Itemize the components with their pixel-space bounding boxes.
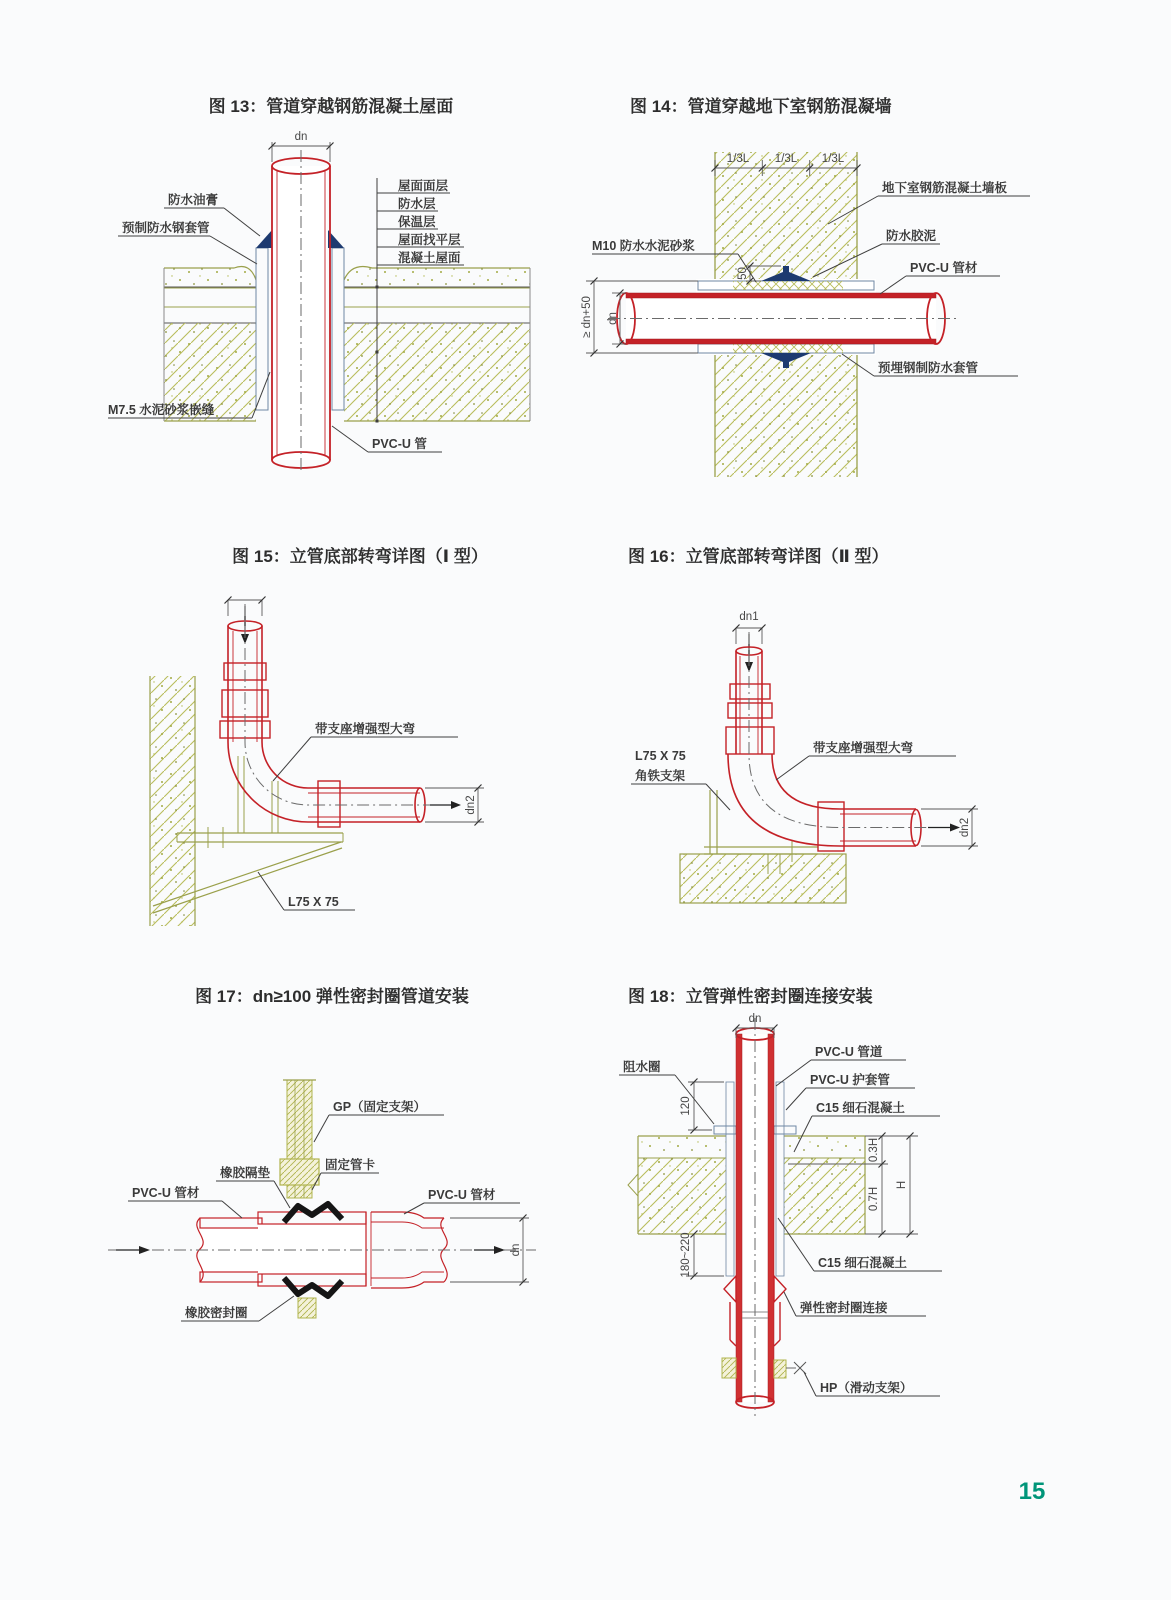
label-bend: 带支座增强型大弯: [813, 741, 914, 755]
label-c15-bottom: C15 细石混凝土: [818, 1256, 907, 1270]
label-pipe: PVC-U 管材: [910, 261, 978, 275]
dim-180-220: [680, 1231, 724, 1280]
label-pipe-left: PVC-U 管材: [132, 1186, 200, 1200]
svg-text:dn: dn: [607, 312, 619, 325]
roof-slab-left: [164, 267, 256, 422]
label-wall: 地下室钢筋混凝土墙板: [882, 181, 1008, 195]
figure-14: [578, 96, 1078, 484]
pipe-centerline: [749, 632, 933, 828]
figure-18-title: 图 18：立管弹性密封圈连接安装: [628, 987, 873, 1006]
svg-text:≥ dn+50: ≥ dn+50: [581, 296, 593, 338]
figure-16-drawing: [618, 572, 1070, 926]
label-angle: L75 X 75: [288, 895, 339, 909]
figure-13-drawing: [100, 122, 562, 484]
label-pipe: PVC-U 管道: [815, 1045, 883, 1059]
dim-120: [680, 1079, 724, 1134]
figure-15-title: 图 15：立管底部转弯详图（Ⅰ 型）: [232, 547, 488, 566]
dim-dn2: [425, 785, 484, 826]
label-mortar-caulk: M7.5 水泥砂浆嵌缝: [108, 403, 215, 417]
label-seal-joint: 弹性密封圈连接: [800, 1301, 888, 1315]
rubber-seal-bottom: [284, 1278, 342, 1296]
label-pvc-pipe: PVC-U 管: [372, 437, 427, 451]
figure-16-title: 图 16：立管底部转弯详图（Ⅱ 型）: [628, 547, 889, 566]
label-seal-ring: 橡胶密封圈: [185, 1306, 248, 1320]
figure-14-title: 图 14：管道穿越地下室钢筋混凝墙: [630, 97, 892, 116]
label-waterproof-paste: 防水油膏: [168, 193, 219, 207]
waterstop-ring-left: [714, 1126, 736, 1134]
svg-text:dn: dn: [748, 1013, 762, 1025]
gp-support-strut: [280, 1080, 319, 1198]
svg-text:dn2: dn2: [465, 795, 477, 815]
pipe-clamp: [280, 1159, 319, 1185]
roof-slab-right: [344, 267, 530, 422]
label-sealant: 防水胶泥: [886, 229, 937, 243]
pvc-pipe: [272, 150, 330, 474]
label-pipe-right: PVC-U 管材: [428, 1188, 496, 1202]
layer-label-1: 防水层: [398, 197, 436, 211]
figure-18: [598, 986, 1038, 1432]
figure-17-title: 图 17：dn≥100 弹性密封圈管道安装: [195, 987, 469, 1006]
label-bend: 带支座增强型大弯: [315, 722, 416, 736]
rubber-pad-top: [284, 1204, 342, 1222]
slab-break-mark: [628, 1174, 638, 1196]
layer-label-3: 屋面找平层: [398, 233, 461, 247]
label-sleeve: PVC-U 护套管: [810, 1073, 890, 1087]
svg-text:dn1: dn1: [739, 611, 759, 623]
seal-bulge-right: [774, 1276, 786, 1302]
pipe-centerline: [245, 604, 434, 805]
label-mortar: M10 防水水泥砂浆: [592, 239, 695, 253]
svg-text:50: 50: [737, 267, 749, 280]
svg-text:1/3L: 1/3L: [821, 153, 845, 165]
figure-15-drawing: [138, 576, 582, 930]
callouts: [631, 740, 956, 810]
pipe-assembly: [108, 1212, 536, 1288]
flow-arrow-right: [451, 801, 461, 809]
label-angle-bracket: 角铁支架: [635, 769, 686, 783]
callouts: [258, 721, 458, 910]
label-angle-size: L75 X 75: [635, 749, 686, 763]
label-clamp: 固定管卡: [325, 1158, 376, 1172]
figure-17: [92, 986, 572, 1346]
wall: [150, 676, 195, 926]
svg-text:dn: dn: [510, 1243, 522, 1257]
label-waterstop: 阻水圈: [623, 1060, 661, 1074]
label-sleeve: 预埋钢制防水套管: [878, 361, 979, 375]
figure-14-drawing: [578, 122, 1078, 484]
svg-text:dn: dn: [294, 131, 308, 143]
figure-13-title: 图 13：管道穿越钢筋混凝土屋面: [208, 97, 454, 116]
svg-text:0.3H: 0.3H: [868, 1137, 880, 1163]
dim-dn2: [921, 806, 978, 850]
flow-arrow-left-side: [139, 1246, 150, 1254]
figure-18-drawing: [598, 1012, 1038, 1432]
layer-label-0: 屋面面层: [398, 179, 449, 193]
layer-label-2: 保温层: [398, 215, 436, 229]
label-precast-sleeve: 预制防水钢套管: [122, 221, 210, 235]
seal-bulge-left: [724, 1276, 736, 1302]
label-gp: GP（固定支架）: [333, 1100, 427, 1114]
concrete-base: [680, 854, 846, 903]
label-c15-top: C15 细石混凝土: [816, 1101, 905, 1115]
svg-text:H: H: [896, 1180, 908, 1190]
label-rubber-pad: 橡胶隔垫: [220, 1166, 271, 1180]
figure-15: [138, 546, 582, 930]
pvc-pipe: [608, 293, 960, 344]
svg-text:0.7H: 0.7H: [868, 1186, 880, 1212]
figure-16: [618, 546, 1070, 926]
flow-arrow-right-side: [494, 1246, 505, 1254]
page-number: 15: [1018, 1478, 1046, 1505]
svg-text:dn2: dn2: [959, 817, 971, 838]
figure-17-drawing: [92, 1016, 572, 1346]
label-hp: HP（滑动支架）: [820, 1381, 913, 1395]
riser-elbow: [220, 604, 434, 827]
svg-text:1/3L: 1/3L: [726, 153, 750, 165]
svg-text:1/3L: 1/3L: [774, 153, 798, 165]
svg-text:180~220: 180~220: [680, 1232, 692, 1278]
riser-pipe: [724, 1018, 786, 1416]
figure-13: [100, 96, 562, 484]
caulk-seal-left: [256, 230, 272, 248]
layer-label-4: 混凝土屋面: [398, 251, 461, 265]
svg-text:120: 120: [680, 1096, 692, 1116]
waterstop-ring-right: [774, 1126, 796, 1134]
